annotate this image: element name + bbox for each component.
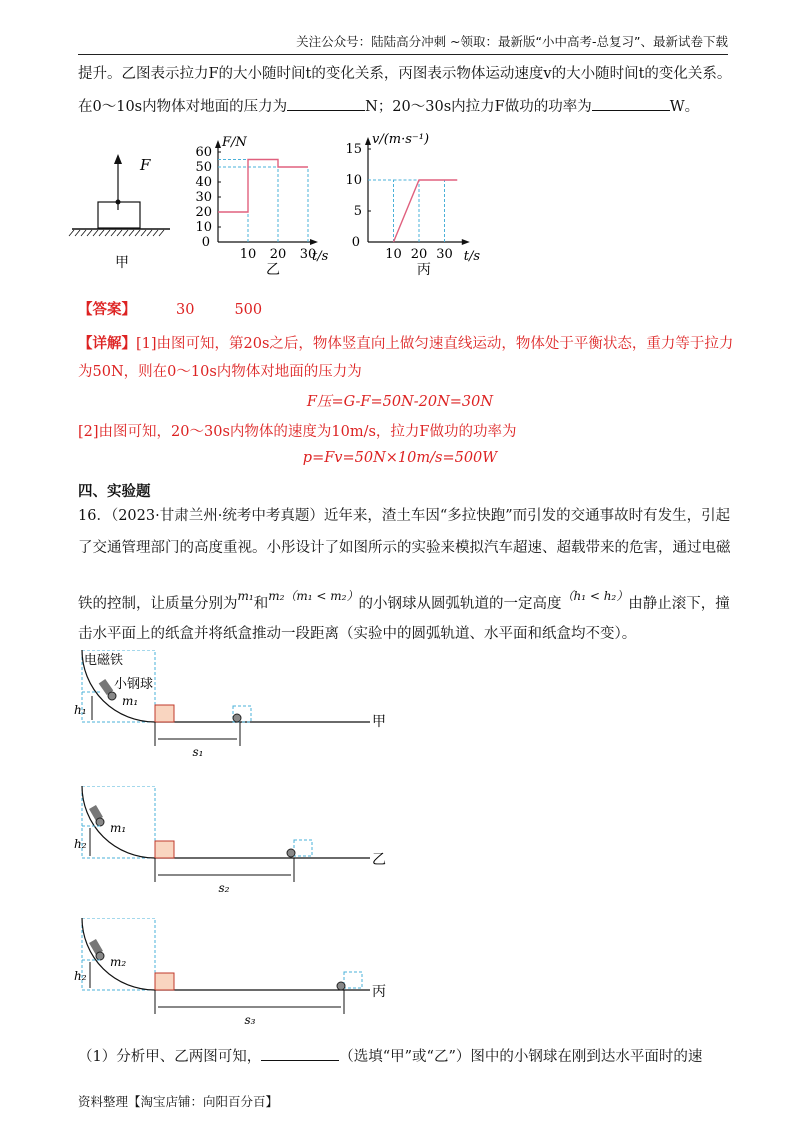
tick-label-origin: 0 — [351, 235, 360, 250]
svg-text:s₃: s₃ — [244, 1013, 256, 1027]
tick-label-origin: 0 — [201, 235, 210, 250]
y-tick-label: 10 — [345, 173, 362, 188]
svg-text:电磁铁: 电磁铁 — [84, 653, 124, 668]
blank-power[interactable] — [592, 96, 670, 111]
chart-force-time — [190, 112, 340, 277]
x-axis-label: t/s — [463, 249, 481, 264]
y-tick-label: 5 — [353, 204, 362, 219]
paper-box — [155, 841, 174, 858]
blank-pressure[interactable] — [287, 96, 365, 111]
y-tick-label: 50 — [195, 160, 212, 175]
exp-fig-jia — [70, 650, 410, 762]
x-tick-label: 10 — [239, 247, 257, 262]
svg-text:小钢球: 小钢球 — [114, 677, 154, 692]
y-tick-label: 40 — [195, 175, 212, 190]
chart-velocity-time — [340, 120, 490, 277]
y-tick-label: 30 — [195, 190, 212, 205]
explain-line2: 为50N，则在0～10s内物体对地面的压力为 — [78, 364, 362, 380]
y-tick-label: 20 — [195, 205, 212, 220]
steel-ball — [108, 692, 116, 700]
section-title: 四、实验题 — [78, 483, 151, 500]
x-axis-arrow-icon — [462, 239, 470, 245]
caption: 乙 — [266, 262, 280, 277]
exp-fig-yi — [70, 786, 420, 898]
q15-line2: 在0～10s内物体对地面的压力为 N；20～30s内拉力F做功的功率为 W。 — [78, 96, 699, 117]
q16-line1: 16．（2023·甘肃兰州·统考中考真题）近年来，渣土车因“多拉快跑”而引发的交通事故时有发生，引起 — [78, 508, 731, 524]
equation-power: p=Fv=50N×10m/s=500W — [302, 450, 498, 466]
block — [98, 202, 140, 228]
x-axis-arrow-icon — [310, 239, 318, 245]
x-tick-label: 30 — [436, 247, 453, 262]
svg-text:h₂: h₂ — [74, 837, 87, 851]
y-tick-label: 60 — [195, 145, 212, 160]
q16-sub1: （1）分析甲、乙两图可知， （选填“甲”或“乙”）图中的小钢球在刚到达水平面时的速 — [78, 1046, 702, 1067]
q15-line1: 提升。乙图表示拉力F的大小随时间t的变化关系，丙图表示物体运动速度v的大小随时间t的变化关系。 — [78, 66, 732, 82]
svg-text:s₁: s₁ — [192, 745, 204, 759]
q16-line4: 击水平面上的纸盒并将纸盒推动一段距离（实验中的圆弧轨道、水平面和纸盒均不变）。 — [78, 626, 637, 642]
svg-text:m₂: m₂ — [110, 955, 127, 969]
q16-line3: 铁的控制，让质量分别为$^{m_1}$和$^{m_2(m_1 < m_2)}$的小钢球从圆弧轨道的一定高度$^{(h_1 < h_2)}$由静止滚下，撞 — [78, 589, 730, 612]
y-axis-label: v/(m·s⁻¹) — [372, 132, 430, 147]
svg-text:丙: 丙 — [372, 984, 386, 1000]
svg-text:h₂: h₂ — [74, 969, 87, 983]
y-axis-arrow-icon — [215, 140, 221, 148]
caption-jia: 甲 — [115, 255, 129, 271]
force-label: F — [140, 156, 151, 174]
y-axis-arrow-icon — [365, 137, 371, 145]
explain-line1: 【详解】[1]由图可知，第20s之后，物体竖直向上做匀速直线运动，物体处于平衡状态，重力等于拉力 — [78, 335, 734, 352]
paper-box — [155, 705, 174, 722]
svg-text:s₂: s₂ — [218, 881, 230, 895]
y-axis-label: F/N — [222, 135, 247, 150]
paper-box — [155, 973, 174, 990]
page-footer: 资料整理【淘宝店铺：向阳百分百】 — [78, 1094, 279, 1109]
data-line — [394, 180, 458, 242]
x-tick-label: 20 — [269, 247, 287, 262]
explain-line3: [2]由图可知，20～30s内物体的速度为10m/s，拉力F做功的功率为 — [78, 424, 517, 440]
svg-text:乙: 乙 — [372, 852, 386, 868]
x-tick-label: 30 — [299, 247, 317, 262]
page-header: 关注公众号：陆陆高分冲刺 ~领取：最新版“小中高考-总复习”、最新试卷下载 — [78, 32, 728, 55]
x-tick-label: 20 — [410, 247, 428, 262]
answer-line: 【答案】 30 500 — [78, 301, 263, 318]
svg-text:m₁: m₁ — [122, 694, 139, 708]
fig-jia — [60, 140, 190, 280]
x-axis-label: t/s — [312, 249, 329, 264]
exp-fig-bing — [70, 918, 420, 1030]
blank-choice[interactable] — [261, 1046, 339, 1061]
svg-text:m₁: m₁ — [110, 821, 127, 835]
x-tick-label: 10 — [385, 247, 402, 262]
q16-line2: 了交通管理部门的高度重视。小彤设计了如图所示的实验来模拟汽车超速、超载带来的危害，通过电磁 — [78, 540, 731, 556]
caption: 丙 — [416, 262, 431, 277]
svg-text:h₁: h₁ — [74, 703, 87, 717]
svg-text:甲: 甲 — [372, 714, 386, 730]
y-tick-label: 15 — [345, 142, 362, 157]
y-tick-label: 10 — [195, 220, 212, 235]
arrow-icon — [114, 154, 122, 164]
equation-pressure: F压=G-F=50N-20N=30N — [306, 394, 494, 410]
